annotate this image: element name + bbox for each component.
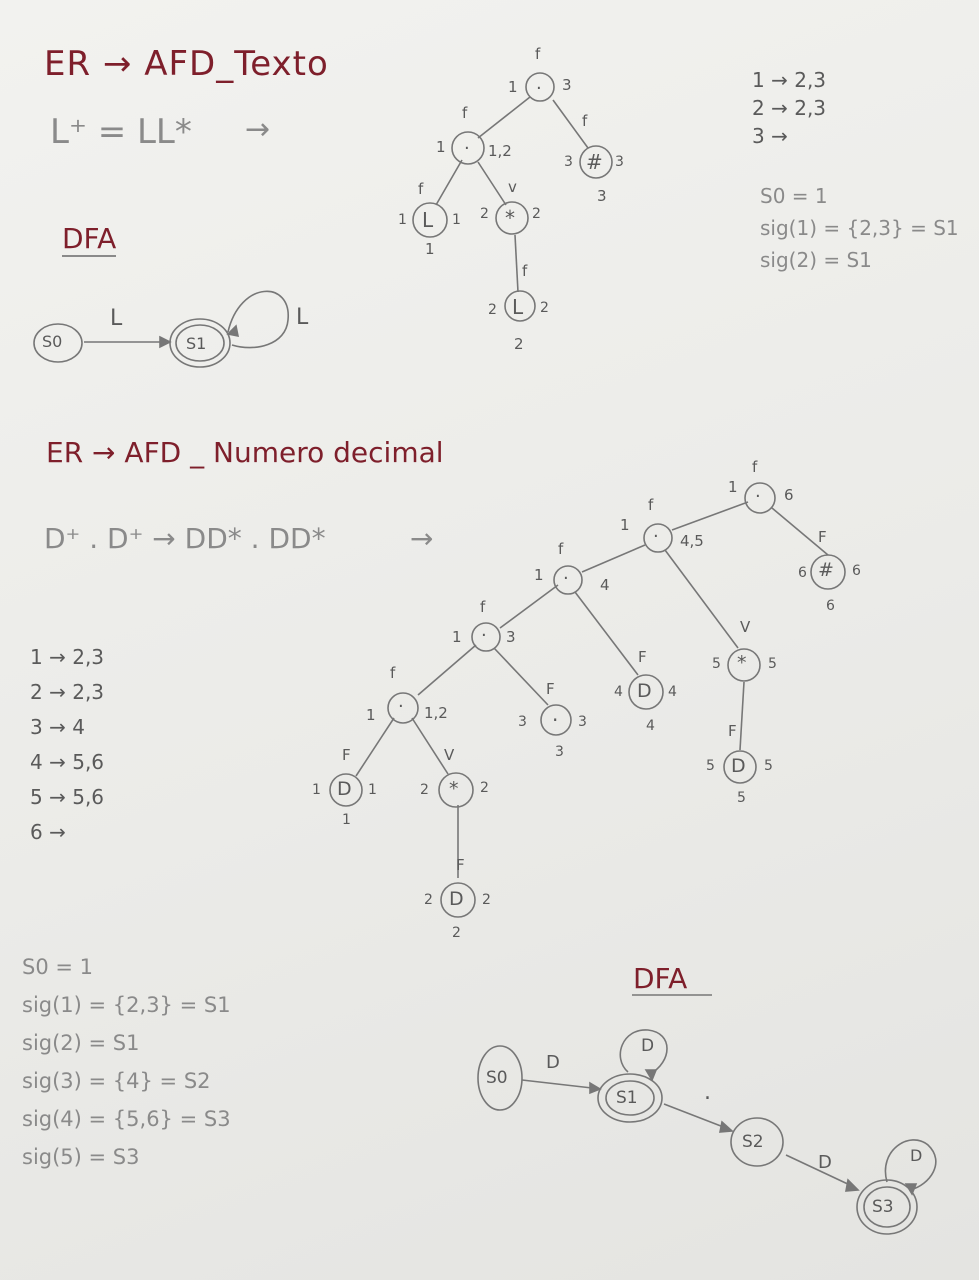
tree1-leaf2-nullable: f xyxy=(522,262,528,280)
sig-line: sig(1) = {2,3} = S1 xyxy=(760,216,959,240)
dfa1-s0-label: S0 xyxy=(42,332,63,351)
tree2-d1-firstpos: 1 xyxy=(312,782,321,798)
tree1-leaf1-firstpos: 1 xyxy=(398,212,407,228)
sig-line: sig(4) = {5,6} = S3 xyxy=(22,1107,231,1131)
tree2-st1-nullable: V xyxy=(444,746,455,764)
dfa2-edge-s1-s2: . xyxy=(704,1080,711,1105)
follow-row: 2 → 2,3 xyxy=(30,680,105,704)
tree2-d4-nullable: F xyxy=(638,648,647,666)
tree2-hash-position: 6 xyxy=(826,598,835,614)
tree2-hash-lastpos: 6 xyxy=(852,563,861,579)
dfa2-s1-label: S1 xyxy=(616,1088,638,1108)
tree2-dot-lastpos: 3 xyxy=(578,714,587,730)
dfa2-edge-s0-s1: D xyxy=(546,1052,560,1073)
tree2-n4-lastpos: 3 xyxy=(506,628,516,646)
sig-line: sig(5) = S3 xyxy=(22,1145,140,1169)
tree1-hash-nullable: f xyxy=(582,112,588,130)
tree2-d2-nullable: F xyxy=(456,856,465,874)
section2-dfa-label: DFA xyxy=(633,962,688,995)
tree2-n1-symbol: · xyxy=(755,486,761,507)
tree1-leaf2-firstpos: 2 xyxy=(488,302,497,318)
tree2-n5-symbol: · xyxy=(398,696,404,717)
tree2-d4-symbol: D xyxy=(637,680,652,702)
dfa1-edge-label: L xyxy=(110,306,123,331)
tree2-n3-lastpos: 4 xyxy=(600,576,610,594)
tree1-leaf2-lastpos: 2 xyxy=(540,300,549,316)
follow-row: 1 → 2,3 xyxy=(752,68,827,92)
tree2-d2-lastpos: 2 xyxy=(482,892,491,908)
tree2-st1-lastpos: 2 xyxy=(480,780,489,796)
tree1-hash-position: 3 xyxy=(597,187,607,205)
section2-arrow: → xyxy=(410,522,434,555)
sig-line: sig(1) = {2,3} = S1 xyxy=(22,993,231,1017)
tree2-hash-symbol: # xyxy=(818,559,834,581)
s0-line: S0 = 1 xyxy=(760,184,828,208)
dfa2-s3-label: S3 xyxy=(872,1197,894,1217)
sig-line: sig(2) = S1 xyxy=(760,248,872,272)
tree2-dot-symbol: . xyxy=(552,702,559,726)
tree1-concat-symbol: · xyxy=(464,138,470,159)
tree2-d1-lastpos: 1 xyxy=(368,782,377,798)
tree2-n4-firstpos: 1 xyxy=(452,628,462,646)
tree1-concat-firstpos: 1 xyxy=(436,138,446,156)
tree1-star-firstpos: 2 xyxy=(480,206,489,222)
tree1-root-firstpos: 1 xyxy=(508,78,518,96)
section1-title: ER → AFD_Texto xyxy=(44,44,329,84)
tree1-leaf2-position: 2 xyxy=(514,335,524,353)
sig-list-1 xyxy=(760,180,959,276)
tree1-leaf2-symbol: L xyxy=(512,295,524,319)
s0-line: S0 = 1 xyxy=(22,955,93,979)
tree1-concat-nullable: f xyxy=(462,104,468,122)
section1-arrow: → xyxy=(245,112,271,147)
tree2-n2-lastpos: 4,5 xyxy=(680,532,704,550)
tree1-leaf1-position: 1 xyxy=(425,240,435,258)
tree2-n3-symbol: · xyxy=(563,568,569,589)
tree2-n1-lastpos: 6 xyxy=(784,486,794,504)
s1-loop xyxy=(228,291,288,347)
arrowhead xyxy=(160,337,170,347)
tree1-root-symbol: · xyxy=(536,78,542,99)
tree2-d2-position: 2 xyxy=(452,925,461,941)
tree2-d5-position: 5 xyxy=(737,790,746,806)
tree2-d5-symbol: D xyxy=(731,755,746,777)
tree2-d1-symbol: D xyxy=(337,778,352,800)
tree2-n4-symbol: · xyxy=(481,625,487,646)
section1-dfa-label: DFA xyxy=(62,222,117,255)
follow-row: 6 → xyxy=(30,820,66,844)
tree2-d4-firstpos: 4 xyxy=(614,684,623,700)
tree2-n5-lastpos: 1,2 xyxy=(424,704,448,722)
dfa1-s1-label: S1 xyxy=(186,334,207,353)
sig-line: sig(2) = S1 xyxy=(22,1031,140,1055)
dfa2-s0-label: S0 xyxy=(486,1068,508,1088)
tree2-n2-nullable: f xyxy=(648,496,654,514)
section2-formula: D⁺ . D⁺ → DD* . DD* xyxy=(44,522,326,555)
tree2-n1-firstpos: 1 xyxy=(728,478,738,496)
tree1-leaf1-nullable: f xyxy=(418,180,424,198)
tree2-dot-firstpos: 3 xyxy=(518,714,527,730)
tree2-d2-firstpos: 2 xyxy=(424,892,433,908)
tree1-hash-lastpos: 3 xyxy=(615,154,624,170)
follow-table-1 xyxy=(752,66,826,150)
tree2-d4-lastpos: 4 xyxy=(668,684,677,700)
follow-table-2 xyxy=(30,640,104,850)
tree2-dot-nullable: F xyxy=(546,680,555,698)
tree1-root-nullable: f xyxy=(535,45,541,63)
section2-title: ER → AFD _ Numero decimal xyxy=(46,436,444,469)
tree2-n3-nullable: f xyxy=(558,540,564,558)
tree2-hash-nullable: F xyxy=(818,528,827,546)
tree2-st2-lastpos: 5 xyxy=(768,656,777,672)
tree2-n2-symbol: · xyxy=(653,526,659,547)
tree1-leaf1-symbol: L xyxy=(422,208,434,232)
tree2-dot-position: 3 xyxy=(555,744,564,760)
tree1-root-lastpos: 3 xyxy=(562,76,572,94)
sig-line: sig(3) = {4} = S2 xyxy=(22,1069,211,1093)
dfa2-loop-s3: D xyxy=(910,1146,923,1165)
tree1-star-lastpos: 2 xyxy=(532,206,541,222)
section1-formula: L⁺ = LL* xyxy=(50,112,192,152)
follow-row: 3 → 4 xyxy=(30,715,85,739)
tree1-star-nullable: v xyxy=(508,178,517,196)
tree2-st2-firstpos: 5 xyxy=(712,656,721,672)
sig-list-2 xyxy=(22,948,231,1176)
tree2-d5-lastpos: 5 xyxy=(764,758,773,774)
tree1-leaf1-lastpos: 1 xyxy=(452,212,461,228)
dfa2-s2-label: S2 xyxy=(742,1132,764,1152)
tree2-n4-nullable: f xyxy=(480,598,486,616)
tree2-d1-position: 1 xyxy=(342,812,351,828)
dfa1-loop-label: L xyxy=(296,305,309,330)
tree2-d5-firstpos: 5 xyxy=(706,758,715,774)
follow-row: 3 → xyxy=(752,124,788,148)
follow-row: 1 → 2,3 xyxy=(30,645,105,669)
follow-row: 4 → 5,6 xyxy=(30,750,105,774)
tree2-d4-position: 4 xyxy=(646,718,655,734)
tree2-d2-symbol: D xyxy=(449,888,464,910)
tree2-n5-firstpos: 1 xyxy=(366,706,376,724)
tree2-d1-nullable: F xyxy=(342,746,351,764)
tree2-st1-firstpos: 2 xyxy=(420,782,429,798)
tree2-d5-nullable: F xyxy=(728,722,737,740)
tree2-n5-nullable: f xyxy=(390,664,396,682)
tree2-n2-firstpos: 1 xyxy=(620,516,630,534)
tree2-hash-firstpos: 6 xyxy=(798,565,807,581)
tree1-star-symbol: * xyxy=(505,206,515,230)
tree2-n1-nullable: f xyxy=(752,458,758,476)
follow-row: 5 → 5,6 xyxy=(30,785,105,809)
tree1-hash-symbol: # xyxy=(586,150,603,174)
tree2-st2-symbol: * xyxy=(737,652,747,674)
tree1-hash-firstpos: 3 xyxy=(564,154,573,170)
tree1-concat-lastpos: 1,2 xyxy=(488,142,512,160)
tree2-st2-nullable: V xyxy=(740,618,751,636)
dfa2-edge-s2-s3: D xyxy=(818,1152,832,1173)
dfa2-loop-s1: D xyxy=(641,1036,655,1056)
tree2-n3-firstpos: 1 xyxy=(534,566,544,584)
tree2-st1-symbol: * xyxy=(449,778,459,800)
follow-row: 2 → 2,3 xyxy=(752,96,827,120)
